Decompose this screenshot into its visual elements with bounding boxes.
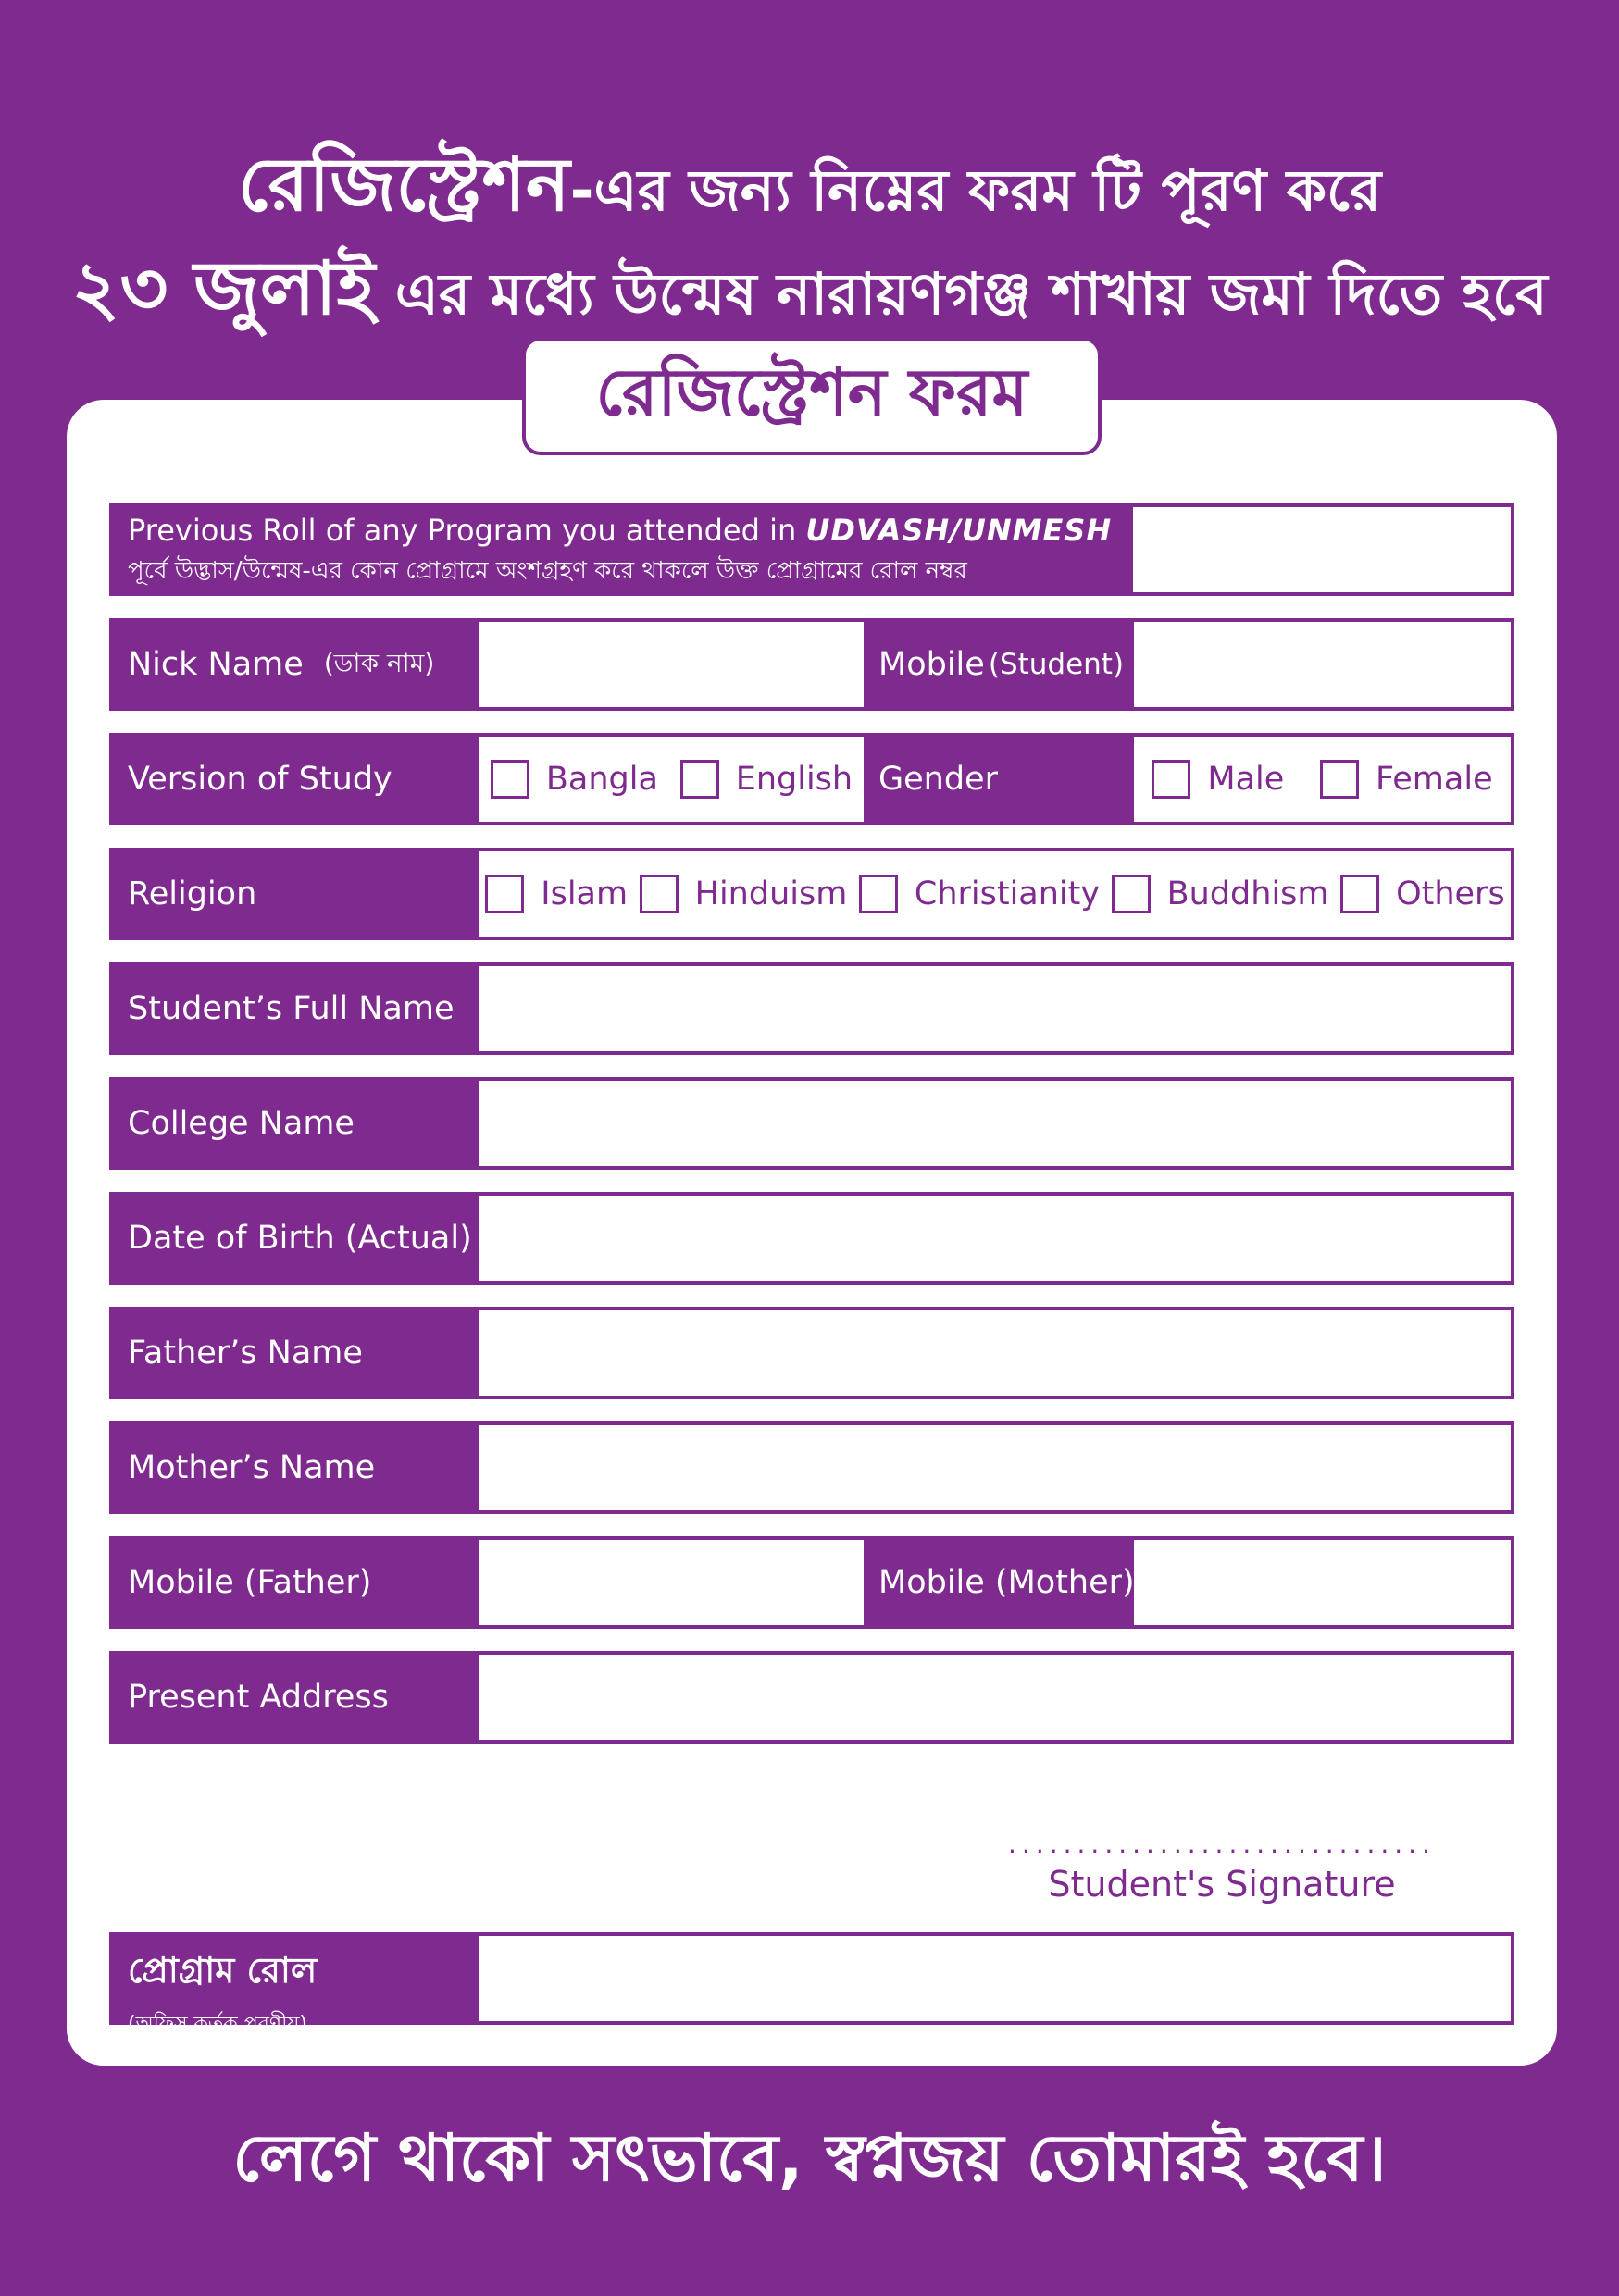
headline-line-1-text: -এর জন্য নিম্নের ফরম টি পূরণ করে	[569, 156, 1382, 224]
college-label: College Name	[113, 1081, 479, 1166]
religion-label: Religion	[113, 851, 479, 937]
checkbox-others[interactable]	[1340, 875, 1379, 913]
headline-registration-word: রেজিস্ট্রেশন	[237, 142, 570, 228]
gender-option-female[interactable]	[1320, 760, 1493, 799]
row-previous-roll	[109, 503, 1514, 596]
religion-option-hinduism[interactable]	[640, 875, 848, 913]
mobile-student-label-sub: (Student)	[988, 648, 1125, 681]
row-religion	[109, 848, 1514, 940]
previous-roll-brand: UDVASH/UNMESH	[805, 513, 1113, 548]
row-version-gender	[109, 733, 1514, 825]
present-address-input[interactable]	[479, 1655, 1511, 1740]
religion-option-others[interactable]	[1340, 875, 1505, 913]
college-input[interactable]	[479, 1081, 1511, 1166]
mobile-mother-label: Mobile (Mother)	[864, 1540, 1134, 1625]
option-label: Christianity	[914, 875, 1101, 912]
row-college	[109, 1077, 1514, 1170]
present-address-label: Present Address	[113, 1655, 479, 1740]
religion-options	[479, 851, 1511, 937]
signature-area	[981, 1831, 1463, 1905]
mobile-student-label	[864, 622, 1134, 707]
program-roll-note: (অফিস কর্তৃক পূরণীয়)	[128, 2013, 307, 2036]
headline-deadline-date: ২৩ জুলাই	[71, 245, 376, 331]
date-of-birth-input[interactable]	[479, 1196, 1511, 1281]
nick-name-label	[113, 622, 479, 707]
footer-slogan: লেগে থাকো সৎভাবে, স্বপ্নজয় তোমারই হবে।	[232, 2120, 1387, 2196]
nick-name-label-bn: (ডাক নাম)	[323, 647, 435, 678]
checkbox-female[interactable]	[1320, 760, 1359, 799]
previous-roll-label	[113, 507, 1133, 592]
full-name-input[interactable]	[479, 966, 1511, 1051]
option-label: Female	[1376, 761, 1493, 798]
option-label: Bangla	[545, 761, 658, 798]
row-nick-name-mobile	[109, 618, 1514, 711]
row-parent-mobiles	[109, 1536, 1514, 1629]
nick-name-label-en: Nick Name	[128, 646, 304, 683]
option-label: Hinduism	[694, 875, 848, 912]
checkbox-buddhism[interactable]	[1112, 875, 1151, 913]
row-present-address	[109, 1651, 1514, 1744]
form-title: রেজিস্ট্রেশন ফরম	[522, 337, 1102, 455]
mother-name-label: Mother’s Name	[113, 1425, 479, 1510]
previous-roll-label-bn: পূর্বে উদ্ভাস/উন্মেষ-এর কোন প্রোগ্রামে অংশগ্রহণ করে থাকলে উক্ত প্রোগ্রামের রোল নম্বর	[128, 557, 967, 585]
version-label: Version of Study	[113, 737, 479, 822]
checkbox-bangla[interactable]	[491, 760, 529, 799]
option-label: Islam	[541, 875, 629, 912]
checkbox-english[interactable]	[680, 760, 719, 799]
father-name-label: Father’s Name	[113, 1310, 479, 1396]
religion-option-islam[interactable]	[485, 875, 628, 913]
row-full-name	[109, 962, 1514, 1055]
signature-line[interactable]: ...............................	[1008, 1829, 1436, 1859]
version-option-bangla[interactable]	[491, 760, 658, 799]
option-label: Others	[1396, 875, 1505, 912]
row-program-roll	[109, 1932, 1514, 2036]
checkbox-islam[interactable]	[485, 875, 524, 913]
previous-roll-input[interactable]	[1133, 507, 1511, 592]
checkbox-male[interactable]	[1152, 760, 1190, 799]
row-date-of-birth	[109, 1192, 1514, 1285]
mobile-father-input[interactable]	[479, 1540, 864, 1625]
program-roll-input[interactable]	[479, 1936, 1511, 2021]
nick-name-input[interactable]	[479, 622, 864, 707]
option-label: English	[735, 761, 853, 798]
program-roll-label-text: প্রোগ্রাম রোল	[128, 1950, 318, 1991]
date-of-birth-label: Date of Birth (Actual)	[113, 1196, 479, 1281]
option-label: Male	[1207, 761, 1285, 798]
row-father-name	[109, 1307, 1514, 1399]
option-label: Buddhism	[1166, 875, 1329, 912]
gender-options	[1134, 737, 1511, 822]
headline-line-2-text: এর মধ্যে উন্মেষ নারায়ণগঞ্জ শাখায় জমা দিতে হবে	[375, 260, 1548, 328]
mobile-student-label-text: Mobile	[878, 646, 985, 683]
version-options	[479, 737, 864, 822]
checkbox-christianity[interactable]	[859, 875, 898, 913]
program-roll-label	[113, 1936, 479, 2036]
mobile-father-label: Mobile (Father)	[113, 1540, 479, 1625]
checkbox-hinduism[interactable]	[640, 875, 679, 913]
version-option-english[interactable]	[680, 760, 853, 799]
full-name-label: Student’s Full Name	[113, 966, 479, 1051]
religion-option-buddhism[interactable]	[1112, 875, 1329, 913]
signature-label: Student's Signature	[1048, 1864, 1396, 1905]
father-name-input[interactable]	[479, 1310, 1511, 1396]
mother-name-input[interactable]	[479, 1425, 1511, 1510]
religion-option-christianity[interactable]	[859, 875, 1100, 913]
row-mother-name	[109, 1421, 1514, 1514]
gender-label: Gender	[864, 737, 1134, 822]
gender-option-male[interactable]	[1152, 760, 1284, 799]
previous-roll-label-en: Previous Roll of any Program you attended in	[128, 513, 806, 548]
mobile-mother-input[interactable]	[1134, 1540, 1511, 1625]
mobile-student-input[interactable]	[1134, 622, 1511, 707]
